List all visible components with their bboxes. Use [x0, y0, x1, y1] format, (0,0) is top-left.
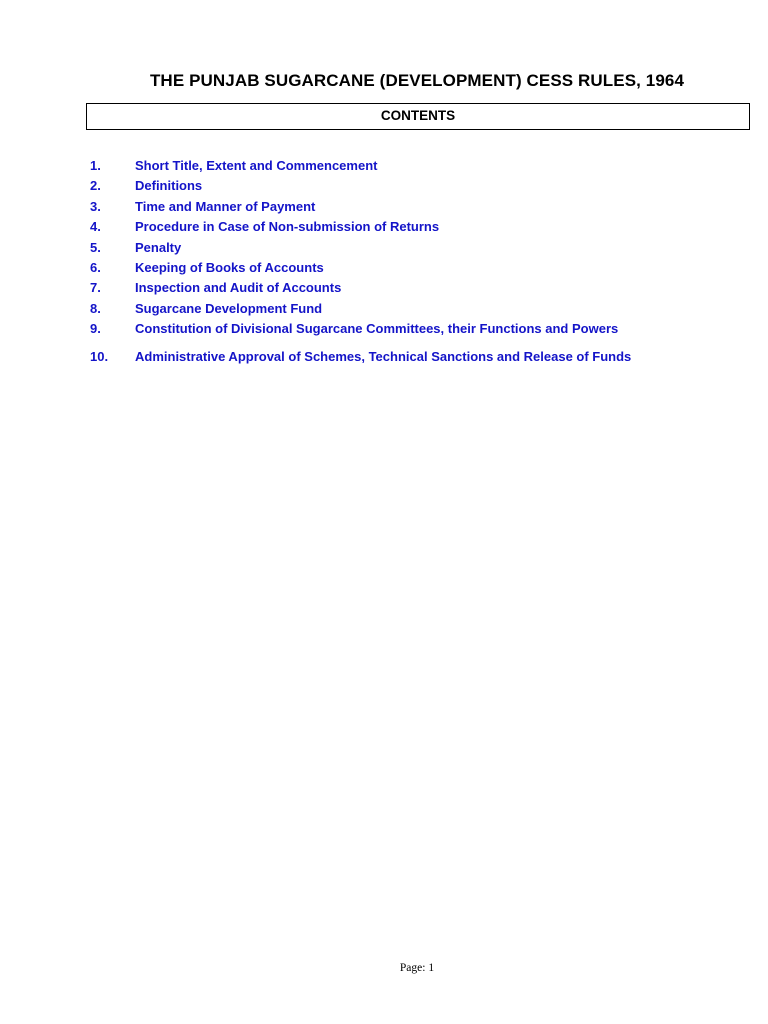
toc-item-link[interactable]: Constitution of Divisional Sugarcane Committees, their Functions and Powers [135, 321, 619, 337]
toc-item-number: 10. [90, 348, 109, 364]
toc-item-number: 5. [90, 239, 101, 255]
table-of-contents [90, 157, 750, 368]
toc-item-link[interactable]: Administrative Approval of Schemes, Technical Sanctions and Release of Funds [135, 348, 632, 364]
toc-item-5[interactable] [90, 239, 750, 259]
toc-item-number: 6. [90, 259, 101, 275]
toc-item-number: 7. [90, 280, 101, 296]
toc-item-8[interactable] [90, 300, 750, 320]
toc-item-number: 9. [90, 321, 101, 337]
toc-item-link[interactable]: Keeping of Books of Accounts [135, 259, 324, 275]
toc-item-link[interactable]: Time and Manner of Payment [135, 198, 316, 214]
toc-item-6[interactable] [90, 259, 750, 279]
toc-item-link[interactable]: Procedure in Case of Non-submission of Returns [135, 219, 440, 235]
toc-item-link[interactable]: Definitions [135, 178, 203, 194]
toc-item-link[interactable]: Sugarcane Development Fund [135, 300, 323, 316]
toc-item-9[interactable] [90, 320, 750, 340]
document-title: THE PUNJAB SUGARCANE (DEVELOPMENT) CESS RULES, 1964 [149, 71, 685, 90]
toc-item-1[interactable] [90, 157, 750, 177]
contents-heading: CONTENTS [380, 108, 456, 123]
toc-item-number: 2. [90, 178, 101, 194]
toc-item-number: 4. [90, 219, 101, 235]
toc-item-10[interactable] [90, 348, 750, 368]
toc-item-link[interactable]: Short Title, Extent and Commencement [135, 158, 378, 173]
toc-item-2[interactable] [90, 177, 750, 197]
toc-item-7[interactable] [90, 279, 750, 299]
page-number: Page: 1 [399, 962, 435, 974]
toc-item-link[interactable]: Penalty [135, 239, 182, 255]
toc-item-link[interactable]: Inspection and Audit of Accounts [135, 280, 342, 296]
toc-item-number: 3. [90, 198, 101, 214]
toc-item-number: 1. [90, 158, 101, 173]
contents-heading-box [86, 103, 750, 130]
toc-item-number: 8. [90, 300, 101, 316]
toc-item-4[interactable] [90, 218, 750, 238]
toc-item-3[interactable] [90, 198, 750, 218]
